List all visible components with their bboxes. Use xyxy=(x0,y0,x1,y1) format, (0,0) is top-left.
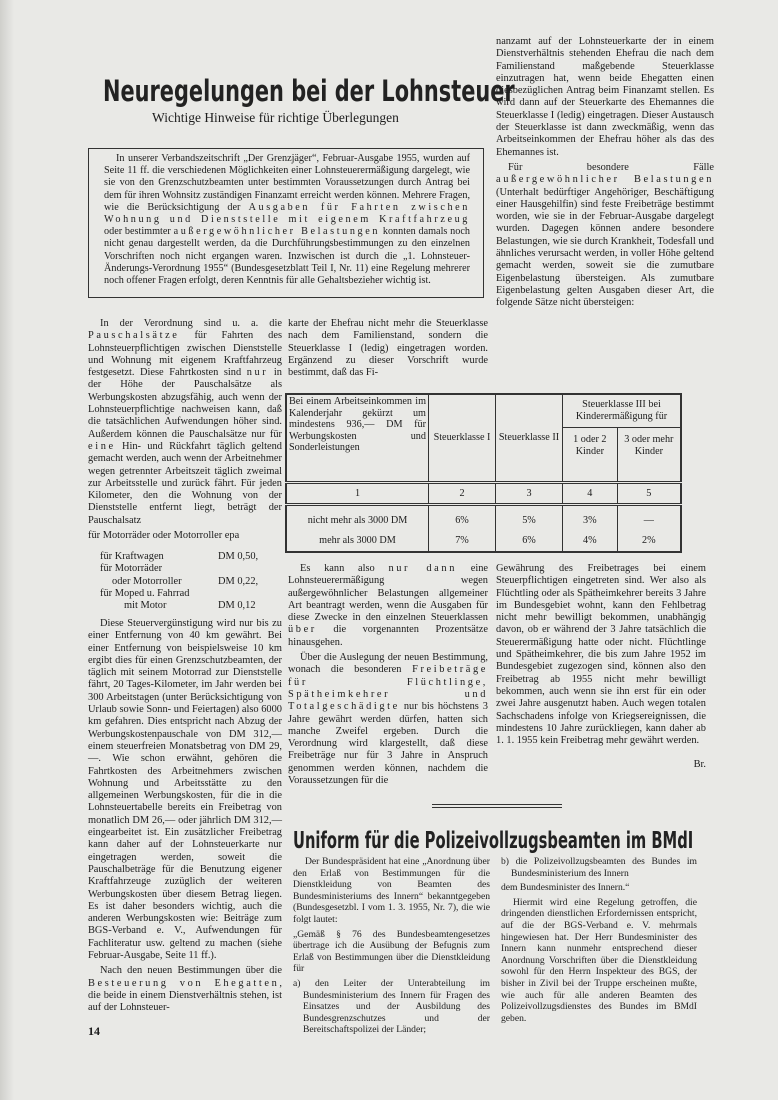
column-2-top xyxy=(288,318,488,382)
author-signature: Br. xyxy=(693,759,706,770)
rate-value: DM 0,12 xyxy=(218,600,256,612)
class3a-header: 1 oder 2 Kinder xyxy=(563,428,618,483)
paragraph xyxy=(104,153,470,287)
article-title: Neuregelungen bei der Lohnsteuer xyxy=(103,74,515,108)
rate-label: für Kraftwagen xyxy=(100,551,164,562)
rate-row xyxy=(100,588,280,600)
article-subtitle: Wichtige Hinweise für richtige Überlegungen xyxy=(152,110,399,125)
paragraph xyxy=(501,882,697,894)
column-3-top xyxy=(496,36,714,313)
cell: 6% xyxy=(429,505,496,532)
rate-label: oder Motorroller xyxy=(112,575,182,587)
cell: 4% xyxy=(563,531,618,552)
column-number: 2 xyxy=(429,483,496,505)
text-run: b) die Polizeivollzugsbeamten des Bundes im Bundesministerium des Innern xyxy=(501,856,697,879)
text-run: für Motorräder oder Motorroller epa xyxy=(88,530,240,542)
text-run: Diese Steuervergünstigung wird nur bis zu einer Entfernung von 40 km gewährt. Bei einer Entfernung von beispielsweise 10 km ergibt dies für einen Grenzschutzbeamten, der täglich mit seinem Motorrad zur Dienststelle fährt, 20 Tages-Kilometer, im Jahr werden bei 300 Arbeitstagen (unter Berücksichtigung von Urlaub sowie Sonn- und Feiertagen) also 6000 km gefahren. Dies entspricht nach Abzug der Werbungskostenpauschale von DM 312,— einem steuerfreien Monatsbetrag von DM 29,—. Wie schon erwähnt, gehören die Fahrtkosten des Arbeitnehmers zwischen Wohnung und Arbeitsstätte zu den allgemeinen Werbungskosten, für die in die Lohnsteuertabelle bereits ein Freibetrag von monatlich DM 26,— oder jährlich DM 312,— eingearbeitet ist. Ein zusätzlicher Freibetrag kann daher auf der Lohnsteuerkarte nur eingetragen werden, soweit die Pauschalbeträge für die Benutzung eigener Kraftfahrzeuge zuzüglich der weiteren Werbungskosten über diesem Betrag liegen. Es ist daher besonders wichtig, auch die anderen Werbungskosten wie: Beiträge zum BGS-Verband e. V., Aufwendungen für Fachliteratur usw. geltend zu machen (siehe Februar-Ausgabe, Seite 11 ff.). xyxy=(88,618,282,962)
income-header-cell: Bei einem Arbeitseinkommen im Kalenderjahr gekürzt um mindestens 936,— DM für Werbungskosten und Sonderleistungen xyxy=(286,394,429,483)
cell: nicht mehr als 3000 DM xyxy=(286,505,429,532)
intro-text xyxy=(104,153,470,287)
text-run: Nach den neuen Bestimmungen über die xyxy=(100,965,282,977)
class2-header: Steuerklasse II xyxy=(496,394,563,483)
column-1-bottom xyxy=(88,618,282,1018)
text-run: „Gemäß § 76 des Bundesbeamtengesetzes übertrage ich die Ausübung der Befugnis zum Erlaß von Bestimmungen über die Dienstkleidung für xyxy=(293,928,490,975)
paragraph xyxy=(501,897,697,1025)
column-1-top xyxy=(88,318,282,545)
text-run: Es kann also xyxy=(300,563,389,574)
cell: 5% xyxy=(496,505,563,532)
paragraph xyxy=(501,856,697,879)
rate-row xyxy=(100,551,280,563)
rate-value: DM 0,50, xyxy=(218,551,259,562)
signature-line xyxy=(496,759,706,771)
paragraph xyxy=(293,978,490,1036)
text-run: nanzamt auf der Lohnsteuerkarte der in einem Dienstverhältnis stehenden Ehefrau die nach dem Familienstand maßgebende Steuerklasse einzutragen hat, wenn beide Ehegatten einen diesbezüglichen Antrag beim Finanzamt stellen. Es wird dann auf der Steuerkarte des Ehemannes die Steuerklasse I (ledig) eingetragen. Dieser Austausch der Steuerklasse ist dann zweckmäßig, wenn das Arbeitseinkommen der Ehefrau höher als das des Ehemannes ist. xyxy=(496,36,714,158)
scan-edge-shadow xyxy=(0,0,14,1100)
paragraph xyxy=(88,965,282,1014)
text-run: Der Bundespräsident hat eine „Anordnung über den Erlaß von Bestimmungen für die Dienstkleidung von Beamten des Bundesministeriums des Innern“ bekanntgegeben (Bundesgesetzbl. I vom 1. 3. 1955, Nr. 7), die wie folgt lautet: xyxy=(293,856,490,925)
rate-label: für Moped u. Fahrrad xyxy=(100,587,190,599)
emphasized-text: über xyxy=(288,624,317,636)
table-row xyxy=(286,531,681,552)
paragraph xyxy=(88,318,282,527)
paragraph xyxy=(88,618,282,962)
paragraph xyxy=(496,162,714,310)
page-number: 14 xyxy=(88,1024,100,1038)
class3b-header: 3 oder mehr Kinder xyxy=(617,428,681,483)
text-run: Für besondere Fälle xyxy=(508,161,714,173)
article2-title: Uniform für die Polizeivollzugsbeamten im BMdI xyxy=(293,828,694,854)
tax-burden-table xyxy=(285,393,682,553)
emphasized-text: nur dann xyxy=(388,563,457,574)
column-3-bottom xyxy=(496,563,706,750)
cell: 6% xyxy=(496,531,563,552)
emphasized-text: nur xyxy=(246,367,269,379)
emphasized-text: außergewöhnlicher Belastungen xyxy=(496,174,714,186)
column-2-bottom xyxy=(288,563,488,790)
paragraph xyxy=(496,36,714,159)
paragraph xyxy=(293,929,490,975)
text-run: karte der Ehefrau nicht mehr die Steuerklasse nach dem Familienstand, sondern die Steuerklasse I (ledig) eingetragen worden. Ergänzend zu dieser Vorschrift wurde bestimmt, daß das Fi- xyxy=(288,318,488,379)
text-run: Gewährung des Freibetrages bei einem Steuerpflichtigen eingetreten sind. Wer also als Flüchtling oder als Spätheimkehrer bereits 3 Jahre im Bundesgebiet wohnt, kann den Fehlbetrag nicht mehr bewilligt bekommen, unabhängig davon, ob er während der 3 Jahre tatsächlich die Steuerermäßigung hatte oder nicht. Flüchtlinge und Spätheimkehrer, die bis zum Jahre 1952 im Bundesgebiet zugezogen sind, können also den Freibetrag ab 1955 nicht mehr bewilligt bekommen, auch wenn sie ihn erst für ein oder zwei Jahre ausgenutzt haben. Auch wegen totalen Sachschadens infolge von Kriegsereignissen, die mindestens 10 Jahre zurückliegen, kann daher ab 1. 1. 1955 kein Freibetrag mehr gewährt werden. xyxy=(496,563,706,747)
rates-list xyxy=(100,551,280,612)
emphasized-text: Ausgaben für Fahrten zwischen Wohnung und Dienststelle mit eigenem Kraftfahrzeug xyxy=(104,201,471,226)
paragraph xyxy=(288,563,488,649)
rate-label: mit Motor xyxy=(124,600,167,612)
cell: 2% xyxy=(617,531,681,552)
text-run: nur bis höchstens 3 Jahre gewährt werden dürfen, hatten sich manche Zweifel ergeben. Durch die Verordnung wird klargestellt, daß diese Freibeträge nur für 3 Jahre in Anspruch genommen werden können, nachdem die Voraussetzungen für die xyxy=(288,701,488,787)
text-run: die vorgenannten Prozentsätze hinausgehen. xyxy=(288,624,488,648)
rate-value: DM 0,22, xyxy=(218,575,259,587)
text-run: Hin- und Rückfahrt täglich geltend gemacht werden, auch wenn der Arbeitnehmer wegen getrennter Arbeitszeit täglich zweimal zur Arbeitsstelle und zurück fährt. Für jeden Kilometer, den die Wohnung von der Dienststelle entfernt liegt, beträgt der Pauschalsatz xyxy=(88,440,282,526)
paragraph xyxy=(496,563,706,747)
rate-row xyxy=(100,576,280,588)
article2-column-a xyxy=(293,856,490,1039)
paragraph xyxy=(88,530,282,542)
class1-header: Steuerklasse I xyxy=(429,394,496,483)
rate-label: für Motorräder xyxy=(100,563,163,575)
column-number: 5 xyxy=(617,483,681,505)
emphasized-text: Besteuerung von Ehegatten xyxy=(88,977,280,989)
column-number: 3 xyxy=(496,483,563,505)
text-run: In unserer Verbandszeitschrift „Der Grenzjäger“, Februar-Ausgabe 1955, wurden auf Seite 11 ff. die verschiedenen Möglichkeiten einer Lohnsteuerermäßigung dargelegt, wie sie von den Grenzschutzbeamten unter bestimmten Voraussetzungen durch Antrag bei dem für ihren Wohnsitz zuständigen Finanzamt erreicht werden können. Mehrere Fragen, wie die Berücksichtigung der xyxy=(104,153,470,213)
article2-column-b xyxy=(501,856,697,1027)
cell: 3% xyxy=(563,505,618,532)
text-run: eine Lohnsteuerermäßigung wegen außergewöhnlicher Belastungen allgemeiner Art beantragt werden, wenn die Ausgaben für diese Zwecke in den einzelnen Steuerklassen xyxy=(288,563,489,624)
class3-group-header: Steuerklasse III bei Kinderermäßigung für xyxy=(563,394,682,428)
text-run: Über die Auslegung der neuen Bestimmung, wonach die besonderen xyxy=(288,652,488,676)
emphasized-text: Pauschalsätze xyxy=(88,330,180,342)
paragraph xyxy=(293,856,490,926)
text-run: , die beide in einem Dienstverhältnis stehen, ist auf der Lohnsteuer- xyxy=(88,977,282,1014)
emphasized-text: Freibeträge für Flüchtlinge, Spätheimkehrer und Totalgeschädigte xyxy=(288,664,488,713)
column-number: 1 xyxy=(286,483,429,505)
text-run: a) den Leiter der Unterabteilung im Bundesministerium des Innern für Fragen des Einsatzes und der Ausbildung des Bundesgrenzschutzes und der Bereitschaftspolizei der Länder; xyxy=(293,977,490,1036)
table-row xyxy=(286,505,681,532)
cell: 7% xyxy=(429,531,496,552)
paragraph xyxy=(288,318,488,379)
cell: mehr als 3000 DM xyxy=(286,531,429,552)
paragraph xyxy=(288,652,488,787)
text-run: in der Höhe der Pauschalsätze als Werbungskosten abzugsfähig, auch wenn der Lohnsteuerpflichtige nachweisen kann, daß die tatsächlichen Aufwendungen höher sind. Außerdem können die Pauschalsätze nur für xyxy=(88,367,282,440)
rate-row xyxy=(100,600,280,612)
text-run: Hiermit wird eine Regelung getroffen, die dringenden dienstlichen Erfordernissen entspricht, auf die der BGS-Verband e. V. mehrmals hingewiesen hat. Der Herr Bundesminister des Innern kann nunmehr entsprechend dieser Anordnung Vorschriften über die Dienstkleidung sowohl für den Herrn Inspekteur des BGS, der bisher in Zivil bei der Truppe erscheinen mußte, wie auch für alle anderen Beamten des Polizeivollzugsdienstes des Bundes im BMdI geben. xyxy=(501,896,697,1024)
text-run: In der Verordnung sind u. a. die xyxy=(100,318,282,329)
text-run: (Unterhalt bedürftiger Angehöriger, Beschäftigung einer Hausgehilfin) sind feste Freibeträge bestimmt worden, wie sie in der Februar-Ausgabe dargelegt wurden. Dagegen können andere besondere Belastungen, wie sie durch Krankheit, Todesfall und ähnliches verursacht werden, in voller Höhe geltend gemacht werden, soweit sie die zumutbare Eigenbelastung übersteigen. Als zumutbare Eigenbelastung gelten Ausgaben dieser Art, die folgende Sätze nicht übersteigen: xyxy=(496,186,714,309)
text-run: dem Bundesminister des Innern.“ xyxy=(501,882,630,894)
emphasized-text: eine xyxy=(88,440,116,452)
text-run: für Fahrten des Lohnsteuerpflichtigen zwischen Dienststelle und Wohnung mit eigenem Kraftfahrzeug festgesetzt. Diese Fahrtkosten sind xyxy=(88,330,282,379)
cell: — xyxy=(617,505,681,532)
rate-row xyxy=(100,563,280,575)
text-run: oder bestimmter xyxy=(104,226,174,238)
column-number: 4 xyxy=(563,483,618,505)
emphasized-text: außergewöhnlicher Belastungen xyxy=(173,226,381,238)
text-run: konnten damals noch nicht genau dargestellt werden, da die Durchführungsbestimmungen zu den einzelnen Vorschriften noch nicht ergangen waren. Inzwischen ist durch die „1. Lohnsteuer-Änderungs-Verordnung 1955“ (Bundesgesetzblatt Teil I, Nr. 11) eine Regelung mehrerer noch offener Fragen erfolgt, deren Kenntnis für alle Gehaltsbezieher wichtig ist. xyxy=(104,226,470,287)
article-separator xyxy=(432,804,562,808)
